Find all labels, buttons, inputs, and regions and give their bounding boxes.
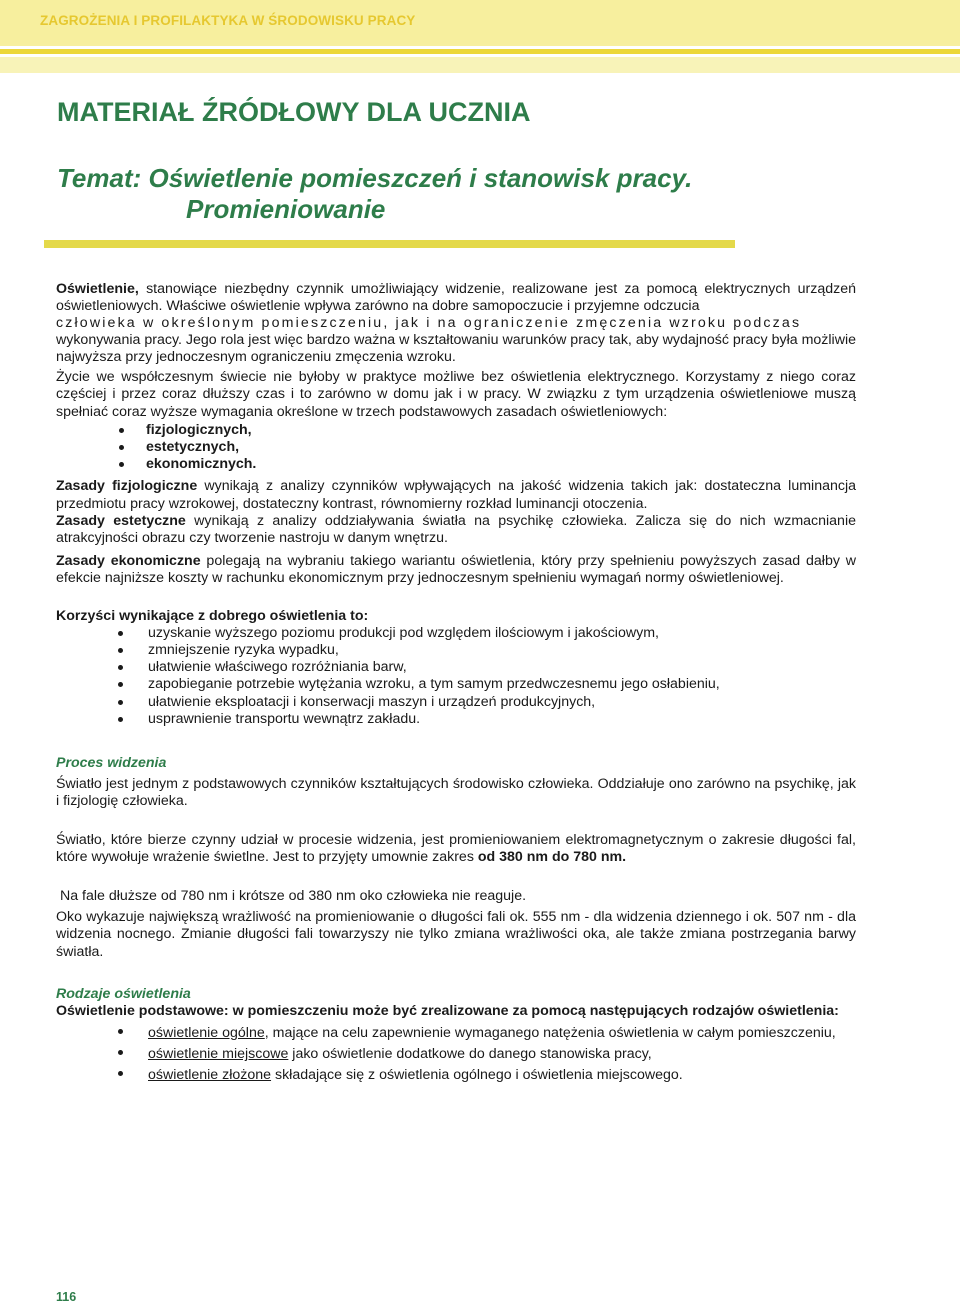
vision-paragraph-1: Światło jest jednym z podstawowych czynników kształtujących środowisko człowieka. Oddziałuje ono zarówno na psychikę, jak i fizjologię człowieka. (56, 776, 856, 810)
lighting-types-list (56, 1023, 856, 1086)
list-item: zapobieganie potrzebie wytężania wzroku, a tym samym przedwczesnemu jego osłabieniu, (56, 676, 856, 693)
intro-paragraph-line: człowieka w określonym pomieszczeniu, jak i na ograniczenie zmęczenia wzroku podczas (56, 315, 802, 331)
aesth-text: wynikają z analizy oddziaływania światła na psychikę człowieka. Zalicza się do nich wzmacnianie atrakcyjności obrazu czy tworzenie nastroju w danym wnętrzu. (56, 512, 856, 547)
topic-line-2: Promieniowanie (186, 194, 386, 224)
benefits-list (56, 625, 856, 728)
aesth-term: Zasady estetyczne (56, 512, 186, 529)
intro-paragraph (56, 281, 856, 315)
list-item: zmniejszenie ryzyka wypadku, (56, 642, 856, 659)
life-paragraph: Życie we współczesnym świecie nie byłoby w praktyce możliwe bez oświetlenia elektrycznego. Korzystamy z niego coraz częściej i przez coraz dłuższy czas i to zarówno w domu jak i w pracy. W związku z tym urządzenia oświetleniowe muszą spełniać coraz wyższe wymagania określone w trzech podstawowych zasadach oświetleniowych: (56, 369, 856, 420)
page-number: 116 (56, 1290, 77, 1304)
vision-heading: Proces widzenia (56, 755, 167, 772)
lighting-types-heading: Rodzaje oświetlenia (56, 985, 191, 1002)
benefits-heading: Korzyści wynikające z dobrego oświetlenia to: (56, 607, 369, 624)
intro-text-1: stanowiące niezbędny czynnik umożliwiający widzenie, realizowane jest za pomocą elektrycznych urządzeń oświetleniowych. Właściwe oświetlenie wpływa zarówno na dobre samopoczucie i przyjemne odczucia (56, 281, 856, 315)
header-divider (0, 49, 960, 54)
list-item (56, 1044, 856, 1065)
aesth-paragraph (56, 513, 856, 547)
econ-text: polegają na wybraniu takiego wariantu oświetlenia, który przy spełnieniu powyższych zasad dałby w efekcie najniższe koszty w rachunku ekonomicznym przy jednoczesnym spełnieniu wymagań normy oświetleniowej. (56, 553, 856, 587)
intro-lead: Oświetlenie, (56, 281, 139, 297)
lighting-term: oświetlenie miejscowe (148, 1046, 289, 1063)
physio-term: Zasady fizjologiczne (56, 478, 198, 495)
principles-list (56, 422, 856, 474)
list-item (56, 1065, 856, 1086)
title-underline (44, 240, 735, 248)
list-item: estetycznych, (56, 439, 856, 456)
running-header: ZAGROŻENIA I PROFILAKTYKA W ŚRODOWISKU PRACY (40, 13, 416, 28)
econ-term: Zasady ekonomiczne (56, 553, 201, 570)
list-item: ekonomicznych. (56, 456, 856, 473)
lighting-term: oświetlenie złożone (148, 1067, 272, 1084)
header-stripe (0, 57, 960, 73)
physio-text: wynikają z analizy czynników wpływających na jakość widzenia takich jak: dostateczna luminancja przedmiotu pracy wzrokowej, dostateczny kontrast, równomierny rozkład luminancji otoczenia. (56, 478, 856, 512)
list-item: usprawnienie transportu wewnątrz zakładu. (56, 711, 856, 728)
list-item: uzyskanie wyższego poziomu produkcji pod względem ilościowym i jakościowym, (56, 625, 856, 642)
lighting-term: oświetlenie ogólne (148, 1025, 265, 1042)
vision-paragraph-2 (56, 832, 856, 866)
list-item: ułatwienie właściwego rozróżniania barw, (56, 659, 856, 676)
lighting-desc: , mające na celu zapewnienie wymaganego natężenia oświetlenia w całym pomieszczeniu, (264, 1025, 836, 1042)
topic-title (57, 163, 817, 225)
page-title: MATERIAŁ ŹRÓDŁOWY DLA UCZNIA (57, 97, 531, 127)
physio-paragraph (56, 478, 856, 512)
topic-line-1: Temat: Oświetlenie pomieszczeń i stanowisk pracy. (57, 163, 693, 193)
article-body (56, 281, 856, 1086)
list-item (56, 1023, 856, 1044)
vision-text-2: Światło, które bierze czynny udział w procesie widzenia, jest promieniowaniem elektromagnetycznym o zakresie długości fal, które wywołuje wrażenie świetlne. Jest to przyjęty umownie zakres (56, 831, 856, 865)
lighting-desc: jako oświetlenie dodatkowe do danego stanowiska pracy, (288, 1046, 652, 1063)
econ-paragraph (56, 553, 856, 587)
list-item: fizjologicznych, (56, 422, 856, 439)
wavelength-range: od 380 nm do 780 nm. (477, 848, 627, 865)
lighting-types-intro: Oświetlenie podstawowe: w pomieszczeniu może być zrealizowane za pomocą następujących rodzajów oświetlenia: (56, 1003, 839, 1020)
list-item: ułatwienie eksploatacji i konserwacji maszyn i urządzeń produkcyjnych, (56, 694, 856, 711)
intro-paragraph-end: wykonywania pracy. Jego rola jest więc bardzo ważna w kształtowaniu warunków pracy tak, aby wydajność pracy była możliwie najwyższa przy jednoczesnym ograniczeniu zmęczenia wzroku. (56, 332, 856, 366)
vision-paragraph-4: Oko wykazuje największą wrażliwość na promieniowanie o długości fali ok. 555 nm - dla widzenia dziennego i ok. 507 nm - dla widzenia nocnego. Zmianie długości fali towarzyszy nie tylko zmiana wrażliwości oka, ale także zmiana postrzegania barwy światła. (56, 909, 856, 960)
vision-paragraph-3: Na fale dłuższe od 780 nm i krótsze od 380 nm oko człowieka nie reaguje. (56, 888, 527, 905)
lighting-desc: składające się z oświetlenia ogólnego i oświetlenia miejscowego. (271, 1067, 683, 1084)
